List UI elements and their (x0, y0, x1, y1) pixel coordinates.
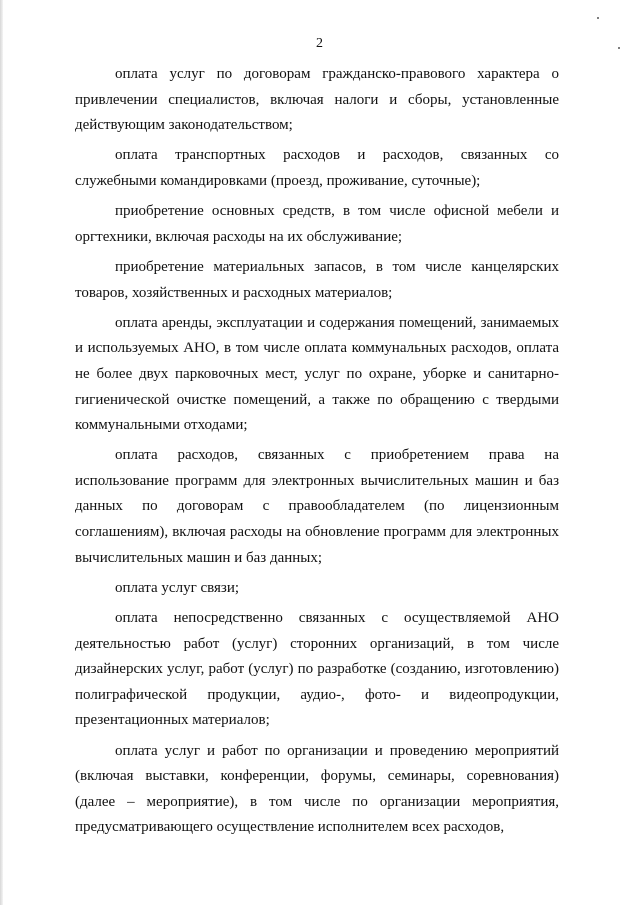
document-body (75, 62, 559, 846)
paragraph: оплата транспортных расходов и расходов, связанных со служебными командировками (проезд, проживание, суточные); (75, 147, 559, 189)
scan-speck (597, 17, 599, 19)
paragraph: оплата услуг связи; (115, 579, 240, 596)
paragraph: оплата услуг и работ по организации и проведению мероприятий (включая выставки, конференции, форумы, семинары, соревнования) (далее – мероприятие), в том числе по организации мероприятия, предусматривающего осуществление исполнителем всех расходов, (75, 742, 559, 836)
paragraph: оплата непосредственно связанных с осуществляемой АНО деятельностью работ (услуг) сторонних организаций, в том числе дизайнерских услуг, работ (услуг) по разработке (созданию, изготовлению) полиграфической продукции, аудио-, фото- и видеопродукции, презентационных материалов; (75, 610, 559, 729)
paragraph: приобретение основных средств, в том числе офисной мебели и оргтехники, включая расходы на их обслуживание; (75, 203, 559, 245)
paragraph: оплата услуг по договорам гражданско-правового характера о привлечении специалистов, включая налоги и сборы, установленные действующим законодательством; (75, 66, 559, 134)
scan-edge (0, 0, 3, 905)
paragraph: приобретение материальных запасов, в том числе канцелярских товаров, хозяйственных и расходных материалов; (75, 258, 559, 301)
paragraph: оплата аренды, эксплуатации и содержания помещений, занимаемых и используемых АНО, в том числе оплата коммунальных расходов, оплата не более двух парковочных мест, услуг по охране, уборке и санитарно-гигиенической очистке помещений, а также по обращению с твердыми коммунальными отходами; (75, 314, 559, 434)
page-number: 2 (316, 36, 323, 51)
paragraph: оплата расходов, связанных с приобретением права на использование программ для электронных вычислительных машин и баз данных по договорам с правообладателем (по лицензионным соглашениям), включая расходы на обновление программ для электронных вычислительных машин и баз данных; (75, 447, 559, 566)
